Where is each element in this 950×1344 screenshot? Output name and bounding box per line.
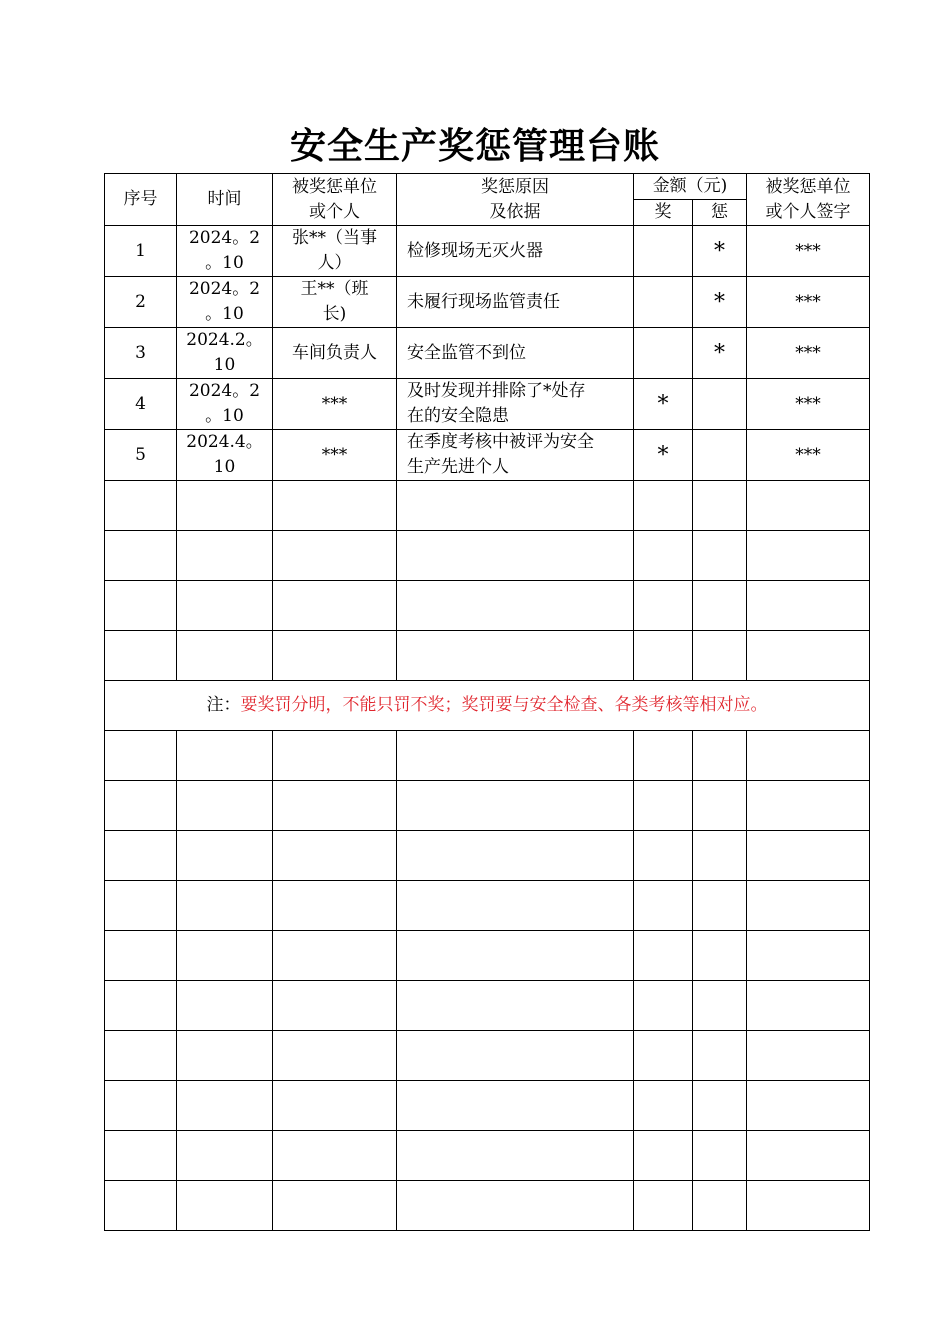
- empty-cell: [105, 1081, 177, 1131]
- empty-cell: [397, 781, 634, 831]
- header-target: [273, 174, 397, 226]
- empty-cell: [634, 1081, 693, 1131]
- empty-cell: [747, 1081, 870, 1131]
- empty-cell: [634, 481, 693, 531]
- empty-cell: [273, 1081, 397, 1131]
- empty-cell: [693, 731, 747, 781]
- empty-cell: [693, 1031, 747, 1081]
- empty-cell: [634, 1031, 693, 1081]
- empty-cell: [177, 831, 273, 881]
- cell-reason: [397, 430, 634, 481]
- cell-time: [177, 226, 273, 277]
- cell-sign: ***: [747, 379, 870, 430]
- empty-cell: [105, 1131, 177, 1181]
- empty-cell: [177, 781, 273, 831]
- empty-cell: [634, 831, 693, 881]
- empty-row: [105, 881, 870, 931]
- empty-cell: [273, 831, 397, 881]
- cell-target-line1: 王**（班: [300, 279, 369, 299]
- empty-cell: [105, 531, 177, 581]
- empty-cell: [273, 881, 397, 931]
- empty-cell: [397, 1081, 634, 1131]
- empty-cell: [634, 981, 693, 1031]
- cell-target-line2: 长): [322, 304, 347, 324]
- empty-row: [105, 731, 870, 781]
- cell-target: [273, 328, 397, 379]
- empty-cell: [105, 1181, 177, 1231]
- cell-reason: [397, 328, 634, 379]
- note-cell: [105, 681, 870, 731]
- cell-reason-line2: 在的安全隐患: [407, 406, 509, 426]
- empty-cell: [397, 631, 634, 681]
- empty-cell: [747, 731, 870, 781]
- empty-cell: [397, 981, 634, 1031]
- empty-cell: [177, 981, 273, 1031]
- empty-cell: [105, 631, 177, 681]
- empty-cell: [177, 731, 273, 781]
- empty-row: [105, 581, 870, 631]
- empty-cell: [747, 781, 870, 831]
- empty-cell: [177, 881, 273, 931]
- cell-seq: 3: [105, 328, 177, 379]
- header-target-line2: 或个人: [309, 201, 360, 222]
- cell-time: [177, 277, 273, 328]
- empty-cell: [747, 1031, 870, 1081]
- cell-reward: *: [634, 379, 693, 430]
- empty-cell: [105, 931, 177, 981]
- empty-cell: [397, 481, 634, 531]
- empty-cell: [747, 981, 870, 1031]
- cell-reason: [397, 226, 634, 277]
- cell-seq: 4: [105, 379, 177, 430]
- cell-reward: [634, 277, 693, 328]
- cell-time-line2: 。10: [205, 304, 244, 324]
- cell-seq: 1: [105, 226, 177, 277]
- empty-cell: [634, 731, 693, 781]
- empty-cell: [634, 1181, 693, 1231]
- empty-cell: [105, 781, 177, 831]
- empty-row: [105, 931, 870, 981]
- cell-reason: [397, 277, 634, 328]
- empty-cell: [634, 781, 693, 831]
- empty-row: [105, 1031, 870, 1081]
- cell-reward: [634, 328, 693, 379]
- cell-target: [273, 430, 397, 481]
- empty-cell: [105, 731, 177, 781]
- empty-cell: [177, 1181, 273, 1231]
- empty-row: [105, 981, 870, 1031]
- empty-cell: [273, 1181, 397, 1231]
- cell-time-line1: 2024。2: [188, 228, 261, 248]
- cell-time-line2: 。10: [205, 406, 244, 426]
- cell-sign: ***: [747, 226, 870, 277]
- page-title: 安全生产奖惩管理台账: [289, 126, 660, 167]
- cell-target: [273, 277, 397, 328]
- empty-cell: [693, 981, 747, 1031]
- cell-time-line2: 10: [213, 355, 236, 375]
- cell-reward: *: [634, 430, 693, 481]
- cell-reason: [397, 379, 634, 430]
- empty-cell: [747, 931, 870, 981]
- empty-cell: [397, 931, 634, 981]
- cell-time-line1: 2024.4。: [186, 432, 263, 452]
- empty-cell: [177, 531, 273, 581]
- cell-seq: 2: [105, 277, 177, 328]
- header-time: 时间: [177, 174, 273, 226]
- cell-sign: ***: [747, 328, 870, 379]
- cell-target: [273, 379, 397, 430]
- empty-cell: [273, 581, 397, 631]
- cell-penalty: [693, 379, 747, 430]
- empty-cell: [105, 1031, 177, 1081]
- cell-penalty: *: [693, 277, 747, 328]
- empty-row: [105, 1081, 870, 1131]
- cell-target-line1: 张**（当事: [292, 228, 377, 248]
- empty-cell: [693, 781, 747, 831]
- cell-time: [177, 379, 273, 430]
- empty-cell: [634, 631, 693, 681]
- cell-reason-line1: 及时发现并排除了*处存: [407, 381, 586, 401]
- cell-penalty: *: [693, 328, 747, 379]
- empty-cell: [634, 881, 693, 931]
- empty-cell: [177, 581, 273, 631]
- empty-cell: [177, 481, 273, 531]
- empty-cell: [397, 1181, 634, 1231]
- ledger-table: [104, 173, 870, 1231]
- empty-cell: [273, 631, 397, 681]
- cell-target-line1: ***: [321, 444, 348, 465]
- empty-cell: [105, 831, 177, 881]
- empty-cell: [693, 881, 747, 931]
- empty-cell: [747, 631, 870, 681]
- empty-row: [105, 631, 870, 681]
- header-sign-line1: 被奖惩单位: [765, 176, 851, 197]
- empty-cell: [397, 581, 634, 631]
- table-row: [105, 226, 870, 277]
- empty-cell: [747, 881, 870, 931]
- empty-cell: [273, 731, 397, 781]
- cell-target-line1: 车间负责人: [292, 342, 377, 363]
- empty-cell: [747, 481, 870, 531]
- empty-cell: [693, 581, 747, 631]
- header-target-line1: 被奖惩单位: [292, 176, 377, 197]
- cell-penalty: [693, 430, 747, 481]
- note-text: 要奖罚分明，不能只罚不奖；奖罚要与安全检查、各类考核等相对应。: [240, 695, 768, 715]
- empty-cell: [177, 1131, 273, 1181]
- empty-cell: [693, 481, 747, 531]
- empty-cell: [177, 1081, 273, 1131]
- empty-cell: [747, 1131, 870, 1181]
- empty-cell: [273, 1131, 397, 1181]
- empty-cell: [693, 931, 747, 981]
- empty-cell: [273, 981, 397, 1031]
- header-sign-line2: 或个人签字: [765, 201, 851, 222]
- empty-row: [105, 781, 870, 831]
- table-row: [105, 379, 870, 430]
- empty-cell: [747, 531, 870, 581]
- empty-cell: [634, 931, 693, 981]
- empty-cell: [693, 1081, 747, 1131]
- empty-cell: [693, 631, 747, 681]
- empty-cell: [397, 531, 634, 581]
- cell-target: [273, 226, 397, 277]
- empty-cell: [273, 531, 397, 581]
- cell-reason-line1: 未履行现场监管责任: [407, 291, 560, 312]
- empty-cell: [105, 881, 177, 931]
- header-reason-line1: 奖惩原因: [481, 176, 549, 197]
- header-row: [105, 174, 870, 200]
- empty-cell: [273, 1031, 397, 1081]
- header-reason-line2: 及依据: [489, 201, 541, 222]
- table-row: [105, 277, 870, 328]
- cell-time-line1: 2024.2。: [186, 330, 263, 350]
- empty-cell: [693, 1181, 747, 1231]
- empty-cell: [693, 1131, 747, 1181]
- cell-time-line1: 2024。2: [188, 381, 261, 401]
- empty-cell: [397, 731, 634, 781]
- header-seq: 序号: [105, 174, 177, 226]
- table-row: [105, 328, 870, 379]
- empty-row: [105, 1131, 870, 1181]
- empty-row: [105, 531, 870, 581]
- empty-cell: [273, 931, 397, 981]
- table-row: [105, 430, 870, 481]
- cell-reason-line1: 安全监管不到位: [407, 342, 526, 363]
- empty-cell: [177, 631, 273, 681]
- cell-target-line2: 人）: [317, 253, 352, 273]
- cell-penalty: *: [693, 226, 747, 277]
- cell-reward: [634, 226, 693, 277]
- empty-cell: [105, 481, 177, 531]
- empty-cell: [397, 1031, 634, 1081]
- cell-reason-line2: 生产先进个人: [407, 457, 509, 477]
- empty-cell: [105, 581, 177, 631]
- empty-cell: [397, 881, 634, 931]
- header-penalty: 惩: [693, 200, 747, 226]
- empty-cell: [397, 831, 634, 881]
- cell-time-line2: 。10: [205, 253, 244, 273]
- empty-cell: [747, 581, 870, 631]
- empty-cell: [747, 831, 870, 881]
- empty-cell: [397, 1131, 634, 1181]
- empty-cell: [634, 581, 693, 631]
- header-reward: 奖: [634, 200, 693, 226]
- empty-cell: [634, 1131, 693, 1181]
- header-reason: [397, 174, 634, 226]
- empty-row: [105, 1181, 870, 1231]
- empty-cell: [177, 1031, 273, 1081]
- cell-sign: ***: [747, 277, 870, 328]
- header-amount: 金额（元): [634, 174, 747, 200]
- cell-sign: ***: [747, 430, 870, 481]
- cell-time: [177, 328, 273, 379]
- empty-cell: [105, 981, 177, 1031]
- empty-cell: [177, 931, 273, 981]
- empty-cell: [693, 531, 747, 581]
- cell-reason-line1: 在季度考核中被评为安全: [407, 432, 594, 452]
- empty-cell: [693, 831, 747, 881]
- note-prefix: 注：: [206, 695, 241, 715]
- note-row: [105, 681, 870, 731]
- empty-row: [105, 831, 870, 881]
- empty-cell: [634, 531, 693, 581]
- cell-reason-line1: 检修现场无灭火器: [407, 240, 543, 261]
- header-sign: [747, 174, 870, 226]
- cell-seq: 5: [105, 430, 177, 481]
- cell-time: [177, 430, 273, 481]
- cell-target-line1: ***: [321, 393, 348, 414]
- cell-time-line2: 10: [213, 457, 236, 477]
- empty-cell: [273, 481, 397, 531]
- empty-cell: [273, 781, 397, 831]
- cell-time-line1: 2024。2: [188, 279, 261, 299]
- empty-row: [105, 481, 870, 531]
- empty-cell: [747, 1181, 870, 1231]
